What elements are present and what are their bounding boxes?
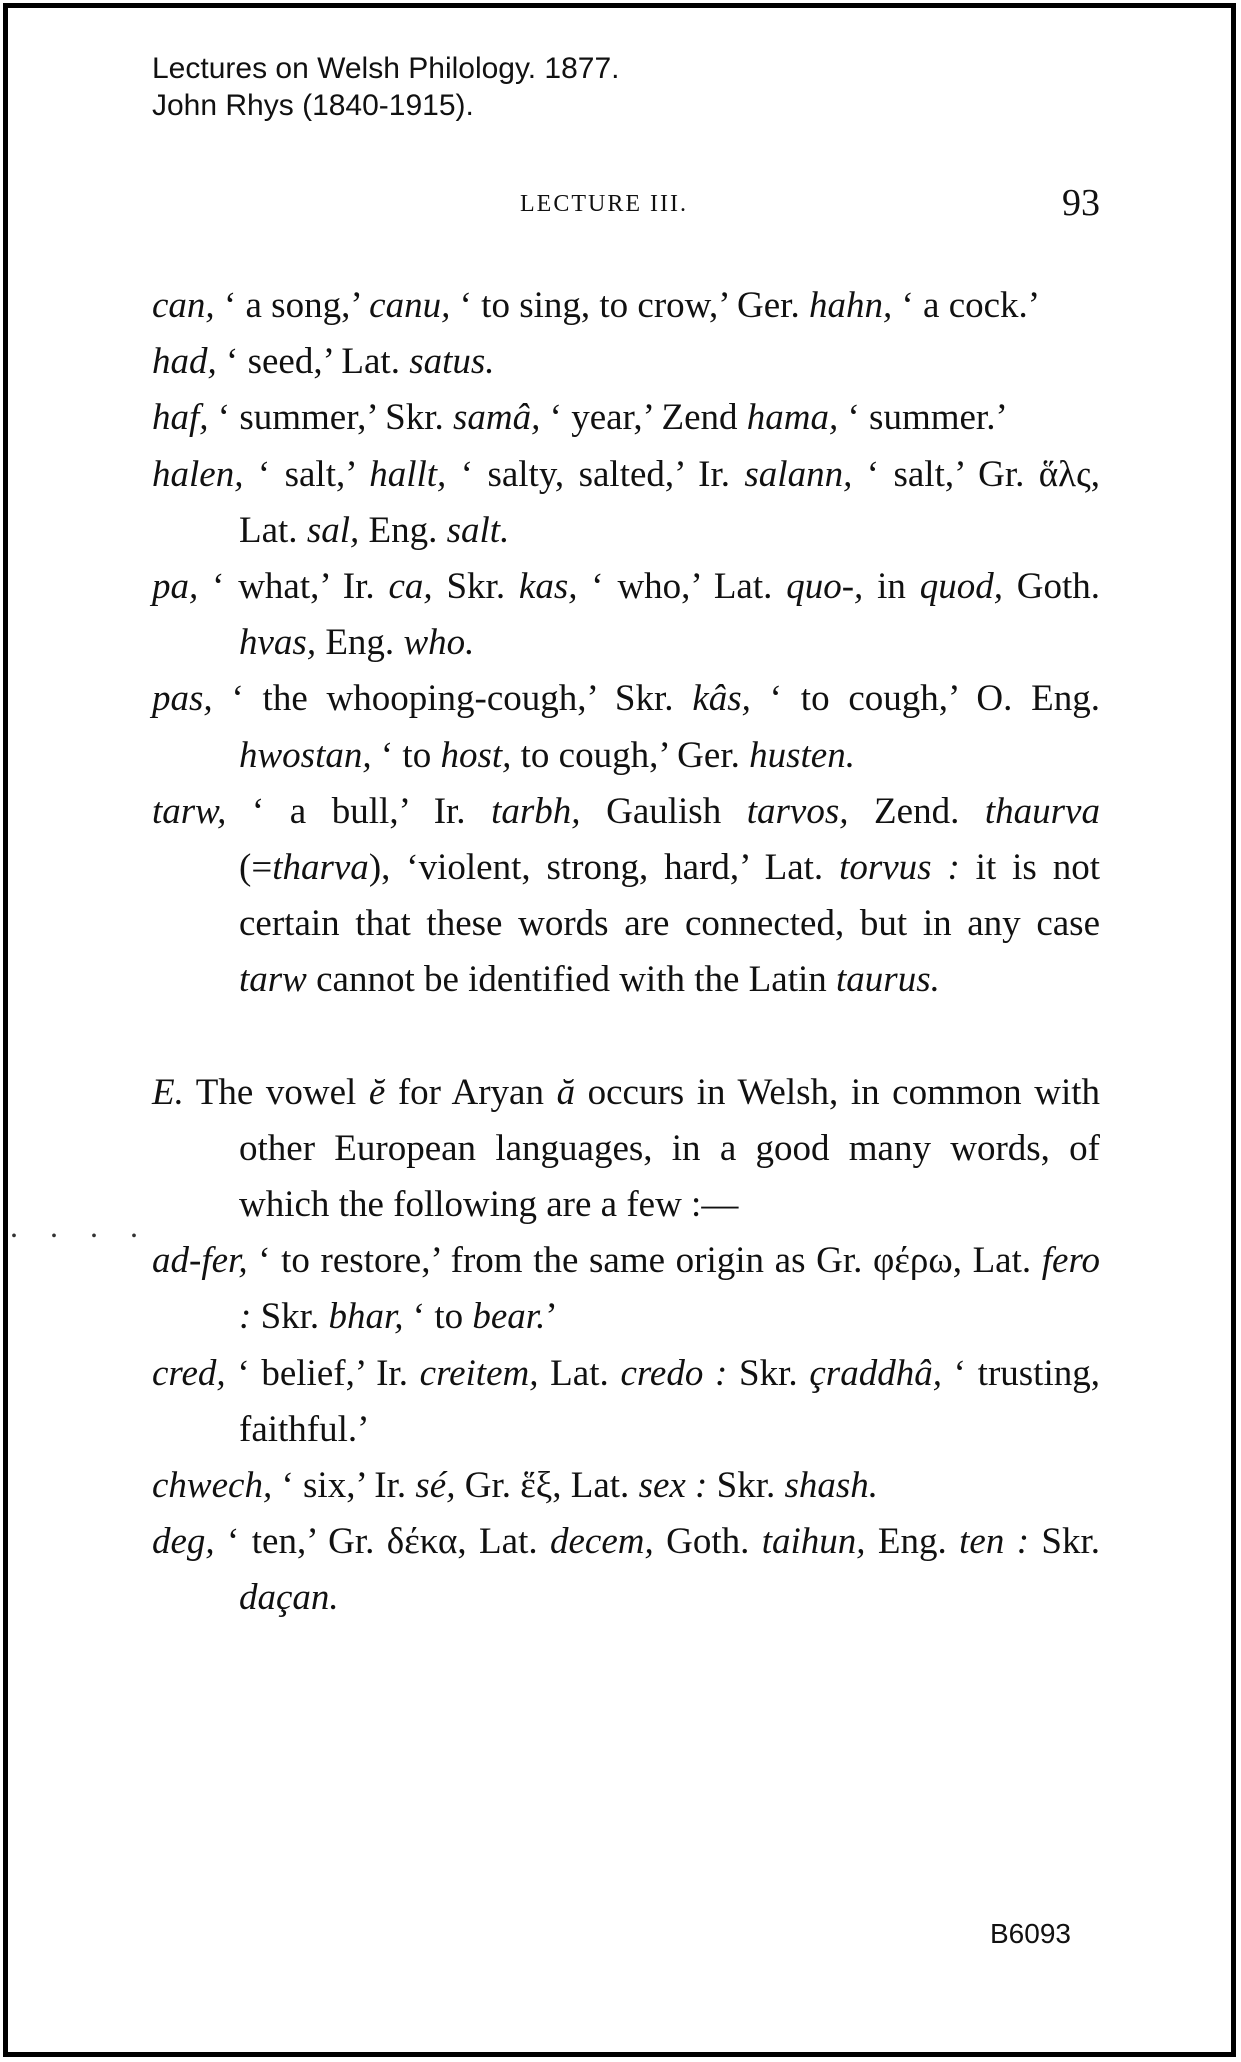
italic-term: canu, [369,285,451,326]
body-text [152,278,1100,1627]
entry-paragraph [152,278,1100,334]
italic-term: who. [403,622,475,664]
page-header [152,182,1100,235]
italic-term: husten. [749,734,855,776]
italic-term: salann, [744,453,853,495]
entry-paragraph [152,1458,1100,1514]
italic-term: tarw [239,959,307,1001]
text-run: ‘ salt,’ Gr. ἅλς, Lat. [239,453,1100,551]
source-title: Lectures on Welsh Philology. 1877. [152,52,620,85]
italic-term: shash. [784,1465,879,1507]
source-author: John Rhys (1840-1915). [152,89,474,122]
italic-term: taurus. [836,959,940,1001]
text-run: Skr. [432,566,519,608]
text-run: ‘ salty, salted,’ Ir. [446,453,745,495]
text-run: ‘ to restore,’ from the same origin as Gr. φέρω, Lat. [247,1240,1042,1282]
italic-term: torvus : [839,847,960,889]
text-run: ‘ trusting, faithful.’ [239,1352,1100,1450]
text-run: ‘ belief,’ Ir. [225,1352,420,1394]
source-caption [152,50,620,124]
italic-term: hahn, [808,285,893,326]
text-run: ‘ what,’ Ir. [198,566,389,608]
italic-term: cred, [152,1352,226,1394]
entry-paragraph [152,1233,1100,1345]
text-run: ‘ a cock.’ [892,285,1041,326]
italic-term: ĕ [368,1071,386,1113]
italic-term: tarbh, [491,790,581,832]
italic-term: ca, [388,566,433,608]
entry-paragraph [152,559,1100,671]
italic-term: chwech, [152,1465,273,1507]
text-run: Zend. [848,790,985,832]
text-run: ‘ six,’ Ir. [272,1465,416,1507]
text-run: Goth. [1002,566,1101,608]
italic-term: sex : [638,1465,708,1507]
text-run: Skr. [251,1296,329,1338]
italic-term: thaurva [984,790,1100,832]
italic-term: satus. [409,341,495,383]
text-run: ‘ summer,’ Skr. [208,397,454,439]
entry-paragraph [152,1065,1100,1234]
italic-term: daçan. [239,1577,339,1619]
entry-paragraph [152,784,1100,1009]
italic-term: sal, [306,509,360,551]
entry-paragraph [152,1514,1100,1626]
italic-term: pas, [152,678,213,720]
text-run: ‘ a bull,’ Ir. [226,790,492,832]
italic-term: halen, [152,453,244,495]
text-run: (= [239,847,273,889]
text-run: Skr. [707,1465,785,1507]
entry-paragraph [152,334,1100,390]
text-run: ‘ seed,’ Lat. [216,341,410,383]
running-head: LECTURE III. [520,191,688,217]
text-run: ‘ who,’ Lat. [577,566,787,608]
text-run: ‘ year,’ Zend [540,397,747,439]
margin-marks: . . . . [10,1208,150,1244]
text-run: Eng. [865,1521,960,1563]
italic-term: fero : [239,1240,1100,1338]
italic-term: ă [556,1071,576,1113]
text-run: Gr. ἕξ, Lat. [455,1465,639,1507]
text-run: ), ‘violent, strong, hard,’ Lat. [368,847,840,889]
page-number: 93 [1062,182,1100,224]
italic-term: bhar, [328,1296,404,1338]
catalog-code: B6093 [990,1918,1071,1949]
text-run: ‘ the whooping-cough,’ Skr. [212,678,693,720]
text-run: Eng. [359,509,447,551]
text-run: ‘ to [371,734,441,776]
italic-term: credo : [620,1352,728,1394]
text-run: it is not certain that these words are connected, but in any case [239,847,1100,945]
italic-term: decem, [549,1521,654,1563]
text-run: occurs in Welsh, in common with other European languages, in a good many words, of which the following are a few :— [239,1071,1100,1226]
italic-term: hallt, [369,453,447,495]
italic-term: hvas, [239,622,317,664]
entry-paragraph [152,671,1100,783]
text-run: Skr. [1029,1521,1101,1563]
italic-term: E. [152,1071,184,1113]
italic-term: quod, [919,566,1003,608]
entry-paragraph [152,447,1100,559]
italic-term: tarw, [152,790,227,832]
text-run: ‘ ten,’ Gr. δέκα, Lat. [214,1521,550,1563]
italic-term: deg, [152,1521,215,1563]
italic-term: hama, [746,397,839,439]
italic-term: tharva [272,847,369,889]
italic-term: haf, [152,397,209,439]
entry-paragraph [152,1346,1100,1458]
text-run: Gaulish [580,790,747,832]
text-run: cannot be identified with the Latin [306,959,837,1001]
italic-term: salt. [446,509,510,551]
italic-term: kas, [518,566,578,608]
text-run: in [863,566,920,608]
italic-term: had, [152,341,217,383]
italic-term: samâ, [453,397,541,439]
italic-term: kâs, [692,678,751,720]
text-run: ‘ salt,’ [243,453,370,495]
italic-term: hwostan, [239,734,372,776]
text-run: ‘ to sing, to crow,’ Ger. [450,285,809,326]
italic-term: host, [440,734,512,776]
italic-term: tarvos, [746,790,849,832]
italic-term: sé, [415,1465,456,1507]
italic-term: can, [152,285,215,326]
text-run: Skr. [727,1352,810,1394]
text-run: Eng. [316,622,404,664]
italic-term: ad-fer, [152,1240,248,1282]
text-run: ‘ to [403,1296,473,1338]
italic-term: ten : [959,1521,1030,1563]
text-run: The vowel [183,1071,369,1113]
text-run: ‘ to cough,’ O. Eng. [750,678,1101,720]
italic-term: creitem, [419,1352,539,1394]
italic-term: pa, [152,566,199,608]
entry-paragraph [152,390,1100,446]
italic-term: çraddhâ, [809,1352,942,1394]
text-run: ’ [545,1296,558,1338]
text-run: for Aryan [385,1071,557,1113]
text-run: Goth. [653,1521,762,1563]
italic-term: quo-, [786,566,864,608]
italic-term: taihun, [761,1521,866,1563]
text-run: ‘ a song,’ [214,285,370,326]
text-run: ‘ summer.’ [838,397,1008,439]
text-run: Lat. [538,1352,621,1394]
text-run: to cough,’ Ger. [511,734,750,776]
italic-term: bear. [472,1296,546,1338]
